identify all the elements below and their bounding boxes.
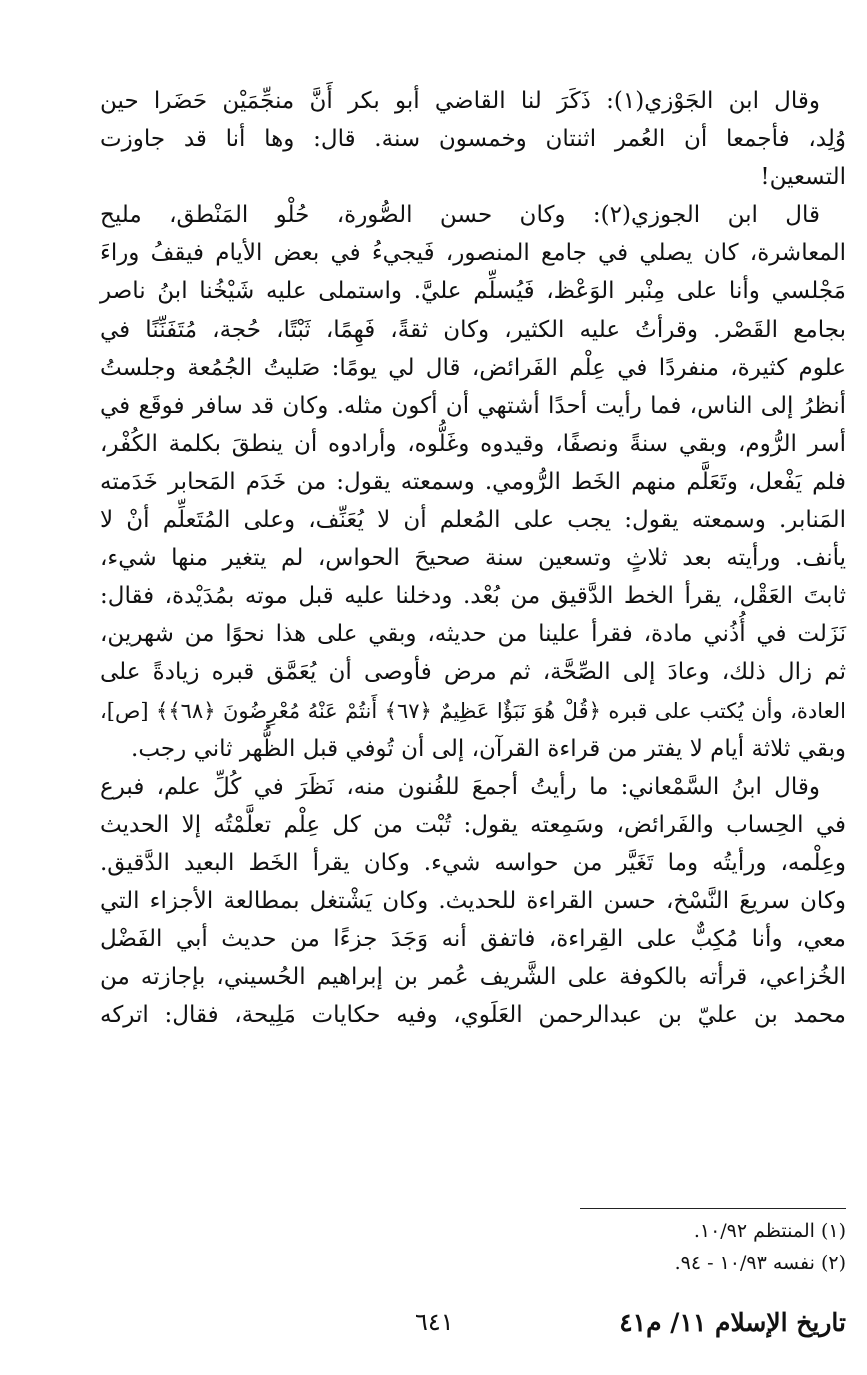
text-line: وُلِد، فأجمعا أن العُمر اثنتان وخمسون سنة. قال: وها أنا قد جاوزت [100,126,846,153]
running-title: تاريخ الإسلام ١١/ م٤١ [619,1308,846,1337]
text-line: وبقي ثلاثة أيام لا يفتر من قراءة القرآن، إلى أن تُوفي قبل الظُّهر ثاني رجب. [131,735,846,762]
text-line: وقال ابنُ السَّمْعاني: ما رأيتُ أجمعَ للفُنون منه، نَظَرَ في كُلِّ علم، فبرع [100,773,820,800]
body-text [100,82,846,1034]
text-line: ثابتَ العَقْل، يقرأ الخط الدَّقيق من بُعْد. ودخلنا عليه قبل موته بمُدَيْدة، فقال: [100,583,846,610]
text-line: أنظرُ إلى الناس، فما رأيت أحدًا أشتهي أن أكون مثله. وكان قد سافر فوقَع في [100,392,846,419]
footnote-divider [580,1208,846,1209]
text-line: علوم كثيرة، منفردًا في عِلْم الفَرائض، قال لي يومًا: صَليتُ الجُمُعة وجلستُ [100,354,846,381]
text-line: في الحِساب والفَرائض، وسَمِعته يقول: تُبْت من كل عِلْم تعلَّمْتُه إلا الحديث [100,811,846,838]
page-number: ٦٤١ [415,1308,454,1336]
text-line: الخُزاعي، قرأته بالكوفة على الشَّريف عُمر بن إبراهيم الحُسيني، بإجازته من [100,964,846,991]
text-line: ثم زال ذلك، وعادَ إلى الصِّحَّة، ثم مرض فأوصى أن يُعَمَّق قبره زيادةً على [100,659,846,686]
text-line: العادة، وأن يُكتب على قبره ﴿قُلْ هُوَ نَبَؤٌا عَظِيمٌ ﴿٦٧﴾ أَنتُمْ عَنْهُ مُعْرِضُونَ ﴿٦٨﴾﴾ [ص]، [100,698,846,723]
text-line: بجامع القَصْر. وقرأتُ عليه الكثير، وكان ثقةً، فَهِمًا، ثَبْتًا، حُجة، مُتَفَنِّنًا في [100,316,846,343]
text-line: مَجْلسي وأنا على مِنْبر الوَعْظ، فَيُسلِّم عليَّ. واستملى عليه شَيْخُنا ابنُ ناصر [100,278,846,305]
footnote: (١) المنتظم ١٠/٩٢. [693,1220,846,1242]
footnote: (٢) نفسه ١٠/٩٣ - ٩٤. [674,1252,846,1274]
text-line: محمد بن عليّ بن عبدالرحمن العَلَوي، وفيه حكايات مَلِيحة، فقال: اتركه [100,1002,846,1029]
text-line: التسعين! [760,164,846,191]
text-line: أسر الرُّوم، وبقي سنةً ونصفًا، وقيدوه وغَلُّوه، وأرادوه أن ينطقَ بكلمة الكُفْر، [100,430,846,457]
text-line: نَزَلت في أُذُني مادة، فقرأ علينا من حديثه، وبقي على هذا نحوًا من شهرين، [100,621,846,648]
page-footer [415,1308,846,1344]
text-line: وقال ابن الجَوْزي(١): ذَكَرَ لنا القاضي أبو بكر أَنَّ منجِّمَيْن حَضَرا حين [100,88,820,114]
text-line: وكان سريعَ النَّسْخ، حسن القراءة للحديث. وكان يَشْتغل بمطالعة الأجزاء التي [100,887,846,914]
text-line: المعاشرة، كان يصلي في جامع المنصور، فَيجيءُ في بعض الأيام فيقفُ وراءَ [100,240,846,267]
text-line: وعِلْمه، ورأيتُه وما تَغَيَّر من حواسه شيء. وكان يقرأ الخَط البعيد الدَّقيق. [100,849,846,876]
text-line: معي، وأنا مُكِبٌّ على القِراءة، فاتفق أنه وَجَدَ جزءًا من حديث أبي الفَضْل [100,926,846,953]
text-line: قال ابن الجوزي(٢): وكان حسن الصُّورة، حُلْو المَنْطق، مليح [100,202,820,229]
text-line: فلم يَفْعل، وتَعَلَّم منهم الخَط الرُّومي. وسمعته يقول: من خَدَم المَحابر خَدَمته [100,468,846,495]
footnotes [546,1215,846,1279]
text-line: يأنف. ورأيته بعد ثلاثٍ وتسعين سنة صحيحَ الحواس، لم يتغير منها شيء، [100,545,846,572]
text-line: المَنابر. وسمعته يقول: يجب على المُعلم أن لا يُعَنِّف، وعلى المُتَعلِّم أنْ لا [100,507,846,534]
